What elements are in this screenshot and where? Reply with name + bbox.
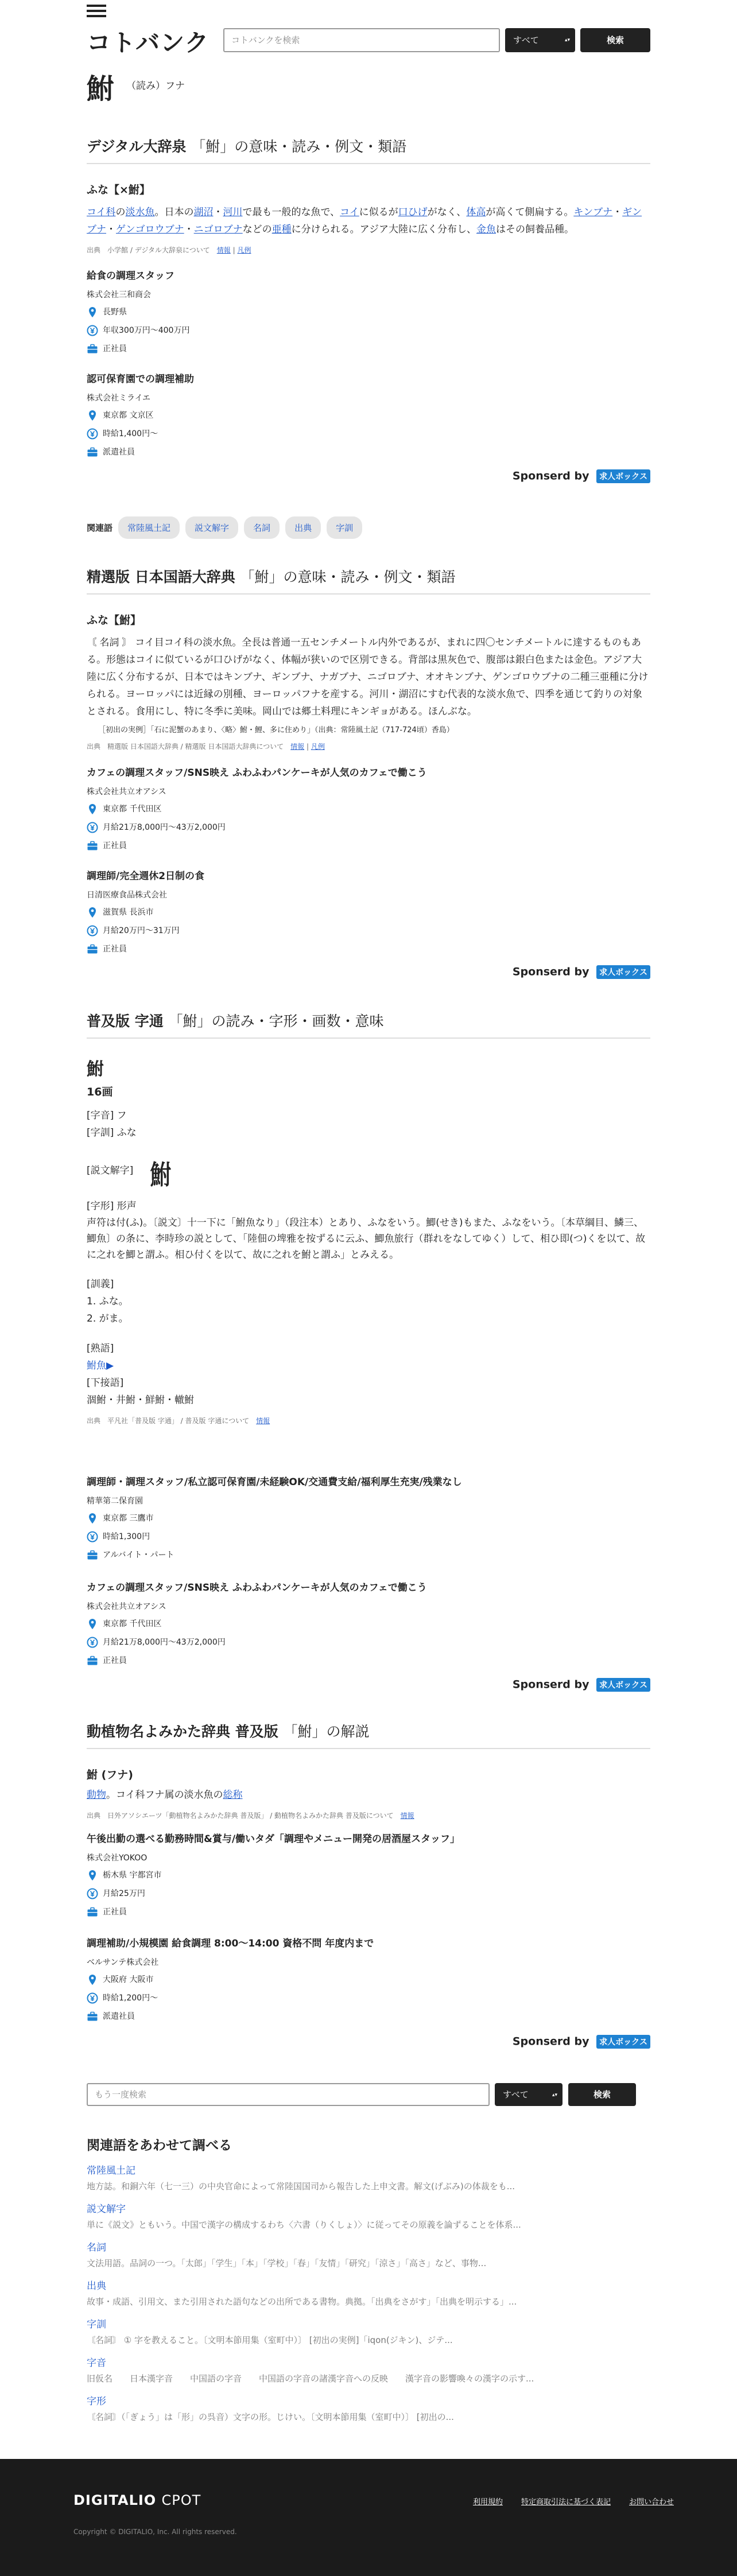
term-link[interactable]: 口ひげ — [398, 207, 428, 218]
section-title: 動植物名よみかた辞典 普及版 「鮒」の解説 — [87, 1720, 650, 1749]
job-location: 東京都 千代田区 — [87, 803, 650, 815]
job-company: 日清医療食品株式会社 — [87, 891, 167, 900]
job-pay: 月給20万円〜31万円 — [87, 924, 650, 937]
location-icon — [87, 410, 98, 421]
headword: ふな【×鮒】 — [87, 184, 150, 196]
job-type: アルバイト・パート — [87, 1549, 650, 1561]
job-card[interactable] — [87, 1579, 650, 1667]
kunkai-label: [訓義] — [87, 1279, 114, 1290]
job-company: ベルサンテ株式会社 — [87, 1958, 159, 1967]
job-location: 東京都 文京区 — [87, 409, 650, 422]
kunkai-item: 1. ふな。 — [87, 1296, 129, 1307]
job-card[interactable] — [87, 764, 650, 852]
job-title[interactable]: 調理師/完全週休2日制の食 — [87, 871, 205, 882]
term-link[interactable]: 河川 — [223, 207, 243, 218]
jukugo-link[interactable]: 鮒魚▶ — [87, 1360, 114, 1371]
category-select[interactable]: すべて ▴▾ — [505, 28, 575, 52]
section-title: 精選版 日本国語大辞典 「鮒」の意味・読み・例文・類語 — [87, 566, 650, 595]
job-pay: 時給1,400円〜 — [87, 428, 650, 440]
job-title[interactable]: カフェの調理スタッフ/SNS映え ふわふわパンケーキが人気のカフェで働こう — [87, 767, 427, 779]
kunkai-item: 2. がま。 — [87, 1313, 129, 1324]
section-jitsu — [87, 1010, 650, 1425]
briefcase-icon — [87, 1655, 98, 1666]
term-link[interactable]: コイ科 — [87, 207, 116, 218]
term-link[interactable]: 亜種 — [271, 224, 292, 235]
job-location: 東京都 千代田区 — [87, 1618, 650, 1630]
job-card[interactable] — [87, 267, 650, 355]
sponsor-line: Sponserd by 求人ボックス — [87, 1678, 650, 1692]
source-line: 出典 平凡社「普及版 字通」 / 普及版 字通について 情報 — [87, 1417, 270, 1425]
category-select[interactable]: すべて ▴▾ — [495, 2083, 563, 2106]
footer-link[interactable]: 利用規約 — [472, 2498, 503, 2507]
job-pay: 時給1,300円 — [87, 1530, 650, 1543]
job-type: 正社員 — [87, 1906, 650, 1918]
keisei-text: 声符は付(ふ)。〔説文〕十一下に「鮒魚なり」（段注本）とあり、ふなをいう。鯽(せき)もまた、ふなをいう。〔本草綱目、鱗三、鯽魚〕の条に、李時珍の説として、「陸佃の埤雅を按ずるに云ふ、鯽魚旅行（群れをなしてゆく）して、相ひ即(つ)くを以て、故に之れを鯽と謂ふ。相ひ付くを以て、故に之れを鮒と謂ふ」とみえる。 — [87, 1217, 646, 1261]
job-title[interactable]: 給食の調理スタッフ — [87, 270, 174, 282]
job-type: 派遣社員 — [87, 446, 650, 459]
jukugo-label: [熟語] — [87, 1343, 114, 1354]
yen-icon — [87, 1992, 98, 2004]
definition-text: 動物。コイ科フナ属の淡水魚の総称 — [87, 1789, 243, 1801]
related-item[interactable]: 説文解字 単に《説文》ともいう。中国で漢字の構成するわち〈六書（りくしょ）〉に従ってその原義を論ずることを体系... — [87, 2204, 521, 2230]
term-link[interactable]: ゲンゴロウブナ — [116, 224, 184, 235]
on-reading: [字音] フ — [87, 1110, 127, 1121]
job-location: 東京都 三鷹市 — [87, 1512, 650, 1525]
definition-text: 〘 名詞 〙 コイ目コイ科の淡水魚。全長は普通一五センチメートル内外であるが、まれに四〇センチメートルに達するものもある。形態はコイに似ているが口ひげがなく、体幅が狭いので区別できる。背部は黒灰色で、腹部は銀白色または金色。アジア大陸に広く分布するが、日本ではキンブナ、ギンブナ、ナガブナ、ニゴロブナ、オオキンブナ、ゲンゴロウブナの二種三亜種に分けられる。ヨーロッパには近縁の別種、ヨーロッパフナを産する。河川・湖沼にすむ代表的な淡水魚で、四季を通じて釣りの対象とされる。食用にし、特に冬季に美味。岡山では郷土料理にキンギョがある。ほんぶな。 — [87, 637, 649, 717]
job-title[interactable]: カフェの調理スタッフ/SNS映え ふわふわパンケーキが人気のカフェで働こう — [87, 1582, 427, 1594]
term-link[interactable]: 金魚 — [476, 224, 496, 235]
tag-item[interactable]: 字訓 — [327, 516, 362, 539]
job-company: 株式会社三和商会 — [87, 290, 151, 300]
job-title[interactable]: 調理師・調理スタッフ/私立認可保育園/未経験OK/交通費支給/福利厚生充実/残業なし — [87, 1477, 462, 1488]
citation: ［初出の実例］「石に泥蟹のあまり、〈略〉鮒・鯉、多に住めり」（出典：常陸風土記（717‐724頃）香島） — [98, 726, 454, 735]
related-item[interactable]: 常陸風土記 地方誌。和銅六年（七一三）の中央官命によって常陸国国司から報告した上申文書。解文(げぶみ)の体裁をも... — [87, 2165, 515, 2192]
job-card[interactable] — [87, 1474, 650, 1561]
section-nikkoku — [87, 566, 650, 751]
search-input[interactable]: コトバンクを検索 — [223, 28, 500, 52]
job-location: 長野県 — [87, 306, 650, 318]
related-item[interactable]: 字音 旧仮名 日本漢字音 中国語の字音 中国語の字音の諸漢字音への反映 漢字音の影響喚々の漢字の示す... — [87, 2357, 534, 2384]
term-link[interactable]: コイ — [340, 207, 359, 218]
entry-word: 鮒 — [87, 73, 115, 105]
definition-text: コイ科の淡水魚。日本の湖沼・河川で最も一般的な魚で、コイに似るが口ひげがなく、体高が高くて側扁する。キンブナ・ギンブナ・ゲンゴロウブナ・ニゴロブナなどの亜種に分けられる。アジア大陸に広く分布し、金魚はその飼養品種。 — [87, 207, 642, 235]
search-input[interactable]: もう一度検索 — [87, 2083, 490, 2106]
job-type: 正社員 — [87, 943, 650, 955]
job-location: 栃木県 宇都宮市 — [87, 1869, 650, 1882]
job-pay: 年収300万円〜400万円 — [87, 324, 650, 337]
related-item[interactable]: 字訓 〘名詞〙 ① 字を教えること。〔文明本節用集（室町中）〕 [初出の実例]「iqon(ジキン)、ジテ... — [87, 2319, 453, 2345]
briefcase-icon — [87, 943, 98, 955]
job-type: 正社員 — [87, 1654, 650, 1667]
yen-icon — [87, 428, 98, 440]
yen-icon — [87, 1637, 98, 1648]
yen-icon — [87, 925, 98, 937]
job-location: 滋賀県 長浜市 — [87, 906, 650, 919]
kanji: 鮒 — [87, 1059, 104, 1079]
kun-reading: [字訓] ふな — [87, 1127, 137, 1139]
location-icon — [87, 803, 98, 815]
tag-item[interactable]: 常陸風土記 — [118, 516, 180, 539]
source-line: 出典 小学館 / デジタル大辞泉について 情報 | 凡例 — [87, 246, 251, 254]
job-type: 正社員 — [87, 343, 650, 355]
footer-link[interactable]: 特定商取引法に基づく表記 — [521, 2498, 611, 2507]
sponsor-line: Sponserd by 求人ボックス — [87, 469, 650, 483]
keisei-label: [字形] 形声 — [87, 1200, 137, 1212]
job-card[interactable] — [87, 1831, 650, 1918]
job-company: 株式会社共立オアシス — [87, 1602, 166, 1611]
source-line: 出典 日外アソシエーツ「動植物名よみかた辞典 普及版」 / 動植物名よみかた辞典 普及版について 情報 — [87, 1812, 414, 1820]
search-button[interactable]: 検索 — [580, 28, 650, 52]
footer-links — [473, 2496, 674, 2507]
seal-row: [説文解字] 鮒 — [87, 1154, 650, 1188]
briefcase-icon — [87, 1549, 98, 1561]
job-title[interactable]: 午後出勤の選べる勤務時間&賞与/働いタダ「調理やメニュー開発の居酒屋スタッフ」 — [87, 1833, 460, 1845]
kagen-label: [下接語] — [87, 1377, 124, 1389]
location-icon — [87, 1974, 98, 1986]
copyright: Copyright © DIGITALIO, Inc. All rights reserved. — [73, 2528, 237, 2536]
tag-item[interactable]: 説文解字 — [185, 516, 238, 539]
job-company: 株式会社ミライエ — [87, 394, 151, 403]
job-pay: 月給21万8,000円〜43万2,000円 — [87, 821, 650, 834]
location-icon — [87, 1513, 98, 1524]
job-card[interactable] — [87, 1935, 650, 2023]
sponsor-line: Sponserd by 求人ボックス — [87, 2035, 650, 2049]
term-link[interactable]: 淡水魚 — [125, 207, 155, 218]
job-title[interactable]: 認可保育園での調理補助 — [87, 374, 194, 385]
related-title: 関連語をあわせて調べる — [87, 2138, 232, 2153]
kagen-links[interactable]: 涸鮒・井鮒・鮮鮒・轍鮒 — [87, 1394, 194, 1406]
tag-item[interactable]: 出典 — [285, 516, 321, 539]
related-item[interactable]: 出典 故事・成語、引用文、また引用された語句などの出所である書物。典拠。「出典をさがす」「出典を明示する」... — [87, 2280, 517, 2307]
job-title[interactable]: 調理補助/小規模園 給食調理 8:00〜14:00 資格不問 年度内まで — [87, 1938, 374, 1949]
term-link[interactable]: 体高 — [466, 207, 486, 218]
briefcase-icon — [87, 2011, 98, 2022]
footer — [0, 2459, 737, 2576]
job-pay: 時給1,200円〜 — [87, 1992, 650, 2004]
seal-script-image: 鮒 — [150, 1159, 172, 1190]
entry-reading: （読み）フナ — [126, 80, 185, 92]
source-line: 出典 精選版 日本国語大辞典 / 精選版 日本国語大辞典について 情報 | 凡例 — [87, 743, 325, 751]
job-type: 派遣社員 — [87, 2010, 650, 2023]
job-company: 精華第二保育園 — [87, 1497, 143, 1506]
related-words — [87, 2135, 650, 2423]
job-card[interactable] — [87, 371, 650, 459]
menu-icon[interactable] — [87, 5, 106, 18]
strokes: 16画 — [87, 1086, 113, 1098]
location-icon — [87, 306, 98, 318]
job-company: 株式会社共立オアシス — [87, 787, 166, 796]
tag-item[interactable]: 名詞 — [244, 516, 280, 539]
headword: 鮒 (フナ) — [87, 1769, 133, 1781]
yen-icon — [87, 822, 98, 833]
job-pay: 月給25万円 — [87, 1887, 650, 1900]
briefcase-icon — [87, 840, 98, 852]
yen-icon — [87, 325, 98, 336]
job-card[interactable] — [87, 868, 650, 955]
location-icon — [87, 1618, 98, 1630]
footer-link[interactable]: お問い合わせ — [629, 2498, 674, 2507]
footer-logo[interactable]: DIGITALIO CPOT — [73, 2492, 201, 2508]
job-type: 正社員 — [87, 840, 650, 852]
search-button[interactable]: 検索 — [568, 2083, 636, 2106]
term-link[interactable]: ニゴロブナ — [193, 224, 243, 235]
term-link[interactable]: 湖沼 — [193, 207, 214, 218]
section-daijisen — [87, 135, 650, 255]
yen-icon — [87, 1531, 98, 1543]
location-icon — [87, 1870, 98, 1881]
section-title: 普及版 字通 「鮒」の読み・字形・画数・意味 — [87, 1010, 650, 1039]
location-icon — [87, 907, 98, 918]
sponsor-line: Sponserd by 求人ボックス — [87, 965, 650, 979]
job-company: 株式会社YOKOO — [87, 1854, 148, 1863]
related-item[interactable]: 字形 〘名詞〙（「ぎょう」は「形」の呉音）文字の形。じけい。〔文明本節用集（室町中）〕 [初出の... — [87, 2396, 454, 2422]
job-pay: 月給21万8,000円〜43万2,000円 — [87, 1636, 650, 1649]
section-title: デジタル大辞泉 「鮒」の意味・読み・例文・類語 — [87, 135, 650, 164]
briefcase-icon — [87, 1906, 98, 1918]
yen-icon — [87, 1888, 98, 1899]
related-item[interactable]: 名詞 文法用語。品詞の一つ。「太郎」「学生」「本」「学校」「春」「友情」「研究」「涼さ」「高さ」など、事物... — [87, 2242, 487, 2268]
section-doshokubutsu — [87, 1720, 650, 1820]
site-logo[interactable]: コトバンク — [87, 29, 210, 57]
job-location: 大阪府 大阪市 — [87, 1973, 650, 1986]
term-link[interactable]: ギンブナ — [87, 207, 642, 235]
headword: ふな【鮒】 — [87, 614, 142, 627]
term-link[interactable]: キンブナ — [573, 207, 613, 218]
briefcase-icon — [87, 446, 98, 458]
briefcase-icon — [87, 343, 98, 355]
related-tags: 関連語 常陸風土記 説文解字 名詞 出典 字訓 — [87, 516, 650, 539]
